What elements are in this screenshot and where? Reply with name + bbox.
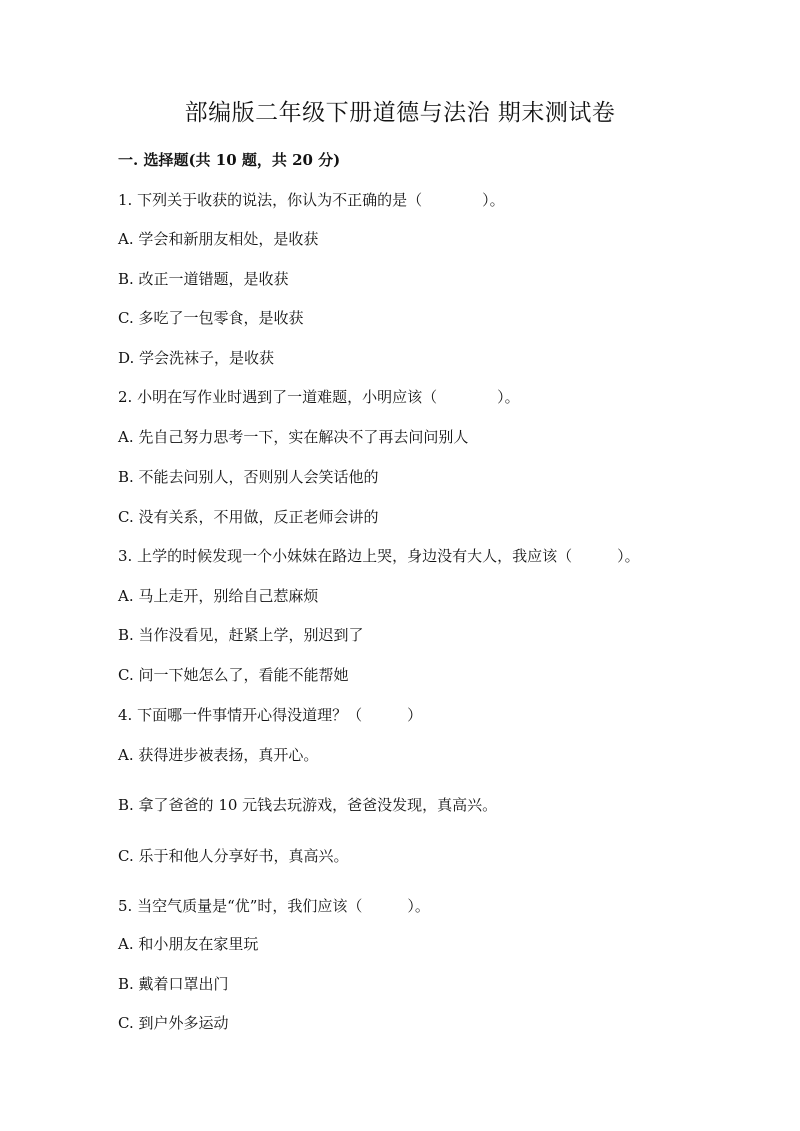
question-3-option-b: B. 当作没看见，赶紧上学，别迟到了: [118, 626, 364, 644]
question-4-option-b: B. 拿了爸爸的 10 元钱去玩游戏，爸爸没发现，真高兴。: [118, 796, 498, 814]
question-5-stem: 5. 当空气质量是“优”时，我们应该（ ）。: [118, 897, 430, 915]
question-5-option-b: B. 戴着口罩出门: [118, 975, 229, 993]
question-4-option-c: C. 乐于和他人分享好书，真高兴。: [118, 847, 349, 865]
question-4-option-a: A. 获得进步被表扬，真开心。: [118, 746, 319, 764]
question-5-option-c: C. 到户外多运动: [118, 1014, 229, 1032]
question-3-option-a: A. 马上走开，别给自己惹麻烦: [118, 587, 319, 605]
page-title: 部编版二年级下册道德与法治 期末测试卷: [184, 100, 616, 126]
question-1-option-c: C. 多吃了一包零食，是收获: [118, 309, 304, 327]
question-3-option-c: C. 问一下她怎么了，看能不能帮她: [118, 666, 349, 684]
question-4-stem: 4. 下面哪一件事情开心得没道理？（ ）: [118, 706, 423, 724]
question-1-option-d: D. 学会洗袜子，是收获: [118, 349, 275, 367]
section-heading: 一. 选择题(共 10 题，共 20 分): [118, 151, 341, 169]
question-2-option-c: C. 没有关系，不用做，反正老师会讲的: [118, 508, 379, 526]
question-1-option-b: B. 改正一道错题，是收获: [118, 270, 289, 288]
question-1-option-a: A. 学会和新朋友相处，是收获: [118, 230, 319, 248]
question-2-option-b: B. 不能去问别人，否则别人会笑话他的: [118, 468, 379, 486]
question-1-stem: 1. 下列关于收获的说法，你认为不正确的是（ ）。: [118, 191, 505, 209]
question-2-option-a: A. 先自己努力思考一下，实在解决不了再去问问别人: [118, 428, 469, 446]
question-3-stem: 3. 上学的时候发现一个小妹妹在路边上哭，身边没有大人，我应该（ ）。: [118, 547, 640, 565]
question-2-stem: 2. 小明在写作业时遇到了一道难题，小明应该（ ）。: [118, 388, 520, 406]
question-5-option-a: A. 和小朋友在家里玩: [118, 935, 259, 953]
